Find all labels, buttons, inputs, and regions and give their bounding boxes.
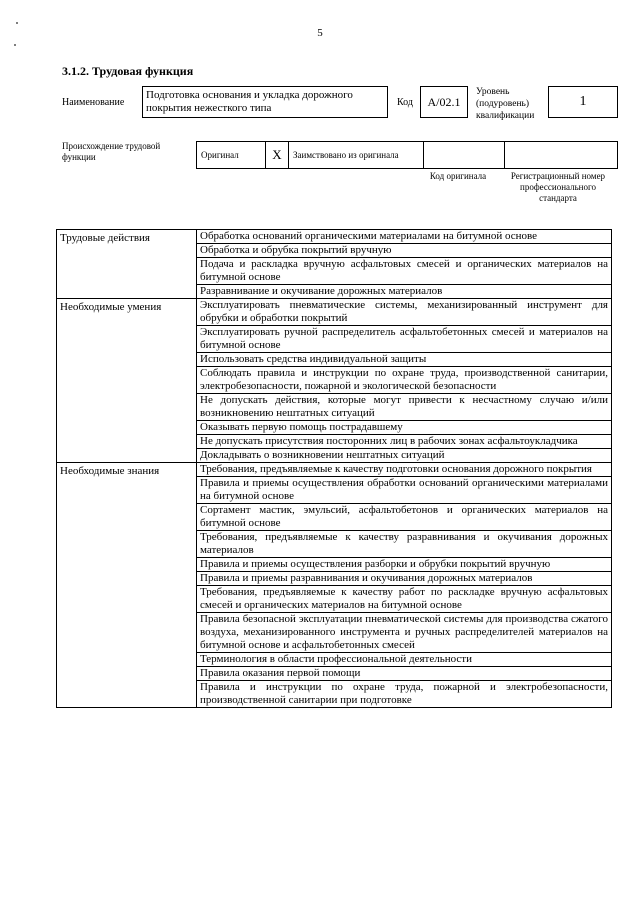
requirement-item: Оказывать первую помощь пострадавшему — [197, 421, 612, 435]
requirement-item: Подача и раскладка вручную асфальтовых смесей и органических материалов на битумной основе — [197, 258, 612, 285]
table-row — [57, 463, 612, 477]
requirement-item: Правила и приемы разравнивания и окучивания дорожных материалов — [197, 572, 612, 586]
requirement-item: Эксплуатировать пневматические системы, механизированный инструмент для обрубки и обработки покрытий — [197, 299, 612, 326]
section-heading: Трудовые действия — [57, 230, 197, 299]
requirement-item: Не допускать действия, которые могут привести к несчастному случаю и/или возникновению нештатных ситуаций — [197, 394, 612, 421]
reg-number-cell — [505, 142, 618, 169]
reg-number-label: Регистрационный номер профессионального стандарта — [510, 171, 606, 203]
requirement-item: Не допускать присутствия посторонних лиц в рабочих зонах асфальтоукладчика — [197, 435, 612, 449]
requirement-item: Правила и приемы осуществления разборки и обрубки покрытий вручную — [197, 558, 612, 572]
requirement-item: Эксплуатировать ручной распределитель асфальтобетонных смесей и материалов на битумной основе — [197, 326, 612, 353]
requirement-item: Докладывать о возникновении нештатных ситуаций — [197, 449, 612, 463]
competency-table — [56, 229, 612, 708]
requirement-item: Требования, предъявляемые к качеству работ по раскладке вручную асфальтовых смесей и органических материалов на битумной основе — [197, 586, 612, 613]
requirement-item: Обработка оснований органическими материалами на битумной основе — [197, 230, 612, 244]
level-value: 1 — [548, 86, 618, 118]
original-label: Оригинал — [197, 142, 266, 169]
name-label: Наименование — [62, 97, 125, 108]
scan-speck — [14, 44, 16, 46]
code-value: А/02.1 — [420, 86, 468, 118]
requirement-item: Требования, предъявляемые к качеству разравнивания и окучивания дорожных материалов — [197, 531, 612, 558]
function-name: Подготовка основания и укладка дорожного покрытия нежесткого типа — [142, 86, 388, 118]
level-label: Уровень (подуровень) квалификации — [476, 87, 535, 121]
scan-speck — [16, 22, 18, 24]
requirement-item: Обработка и обрубка покрытий вручную — [197, 244, 612, 258]
section-heading: Необходимые умения — [57, 299, 197, 463]
page-number: 5 — [317, 27, 323, 39]
orig-code-cell — [424, 142, 505, 169]
origin-table — [196, 141, 618, 169]
original-mark: X — [266, 142, 289, 169]
origin-label: Происхождение трудовой функции — [62, 141, 161, 162]
requirement-item: Правила безопасной эксплуатации пневматической системы для производства сжатого воздуха, механизированного инструмента и ручных распределителей материалов на битумной основе и асфальтобетонных смесей — [197, 613, 612, 653]
requirement-item: Разравнивание и окучивание дорожных материалов — [197, 285, 612, 299]
requirement-item: Терминология в области профессиональной деятельности — [197, 653, 612, 667]
code-label: Код — [397, 97, 413, 108]
table-row — [57, 230, 612, 244]
requirement-item: Использовать средства индивидуальной защиты — [197, 353, 612, 367]
requirement-item: Правила и инструкции по охране труда, пожарной и электробезопасности, производственной санитарии при подготовке — [197, 681, 612, 708]
requirement-item: Требования, предъявляемые к качеству подготовки основания дорожного покрытия — [197, 463, 612, 477]
borrowed-label: Заимствовано из оригинала — [289, 142, 424, 169]
requirement-item: Правила и приемы осуществления обработки оснований органическими материалами на битумной основе — [197, 477, 612, 504]
section-title: 3.1.2. Трудовая функция — [62, 64, 194, 78]
requirement-item: Правила оказания первой помощи — [197, 667, 612, 681]
section-heading: Необходимые знания — [57, 463, 197, 708]
table-row — [57, 299, 612, 326]
requirement-item: Соблюдать правила и инструкции по охране труда, производственной санитарии, электробезопасности, пожарной и экологической безопасности — [197, 367, 612, 394]
orig-code-label: Код оригинала — [429, 171, 487, 181]
requirement-item: Сортамент мастик, эмульсий, асфальтобетонов и органических материалов на битумной основе — [197, 504, 612, 531]
